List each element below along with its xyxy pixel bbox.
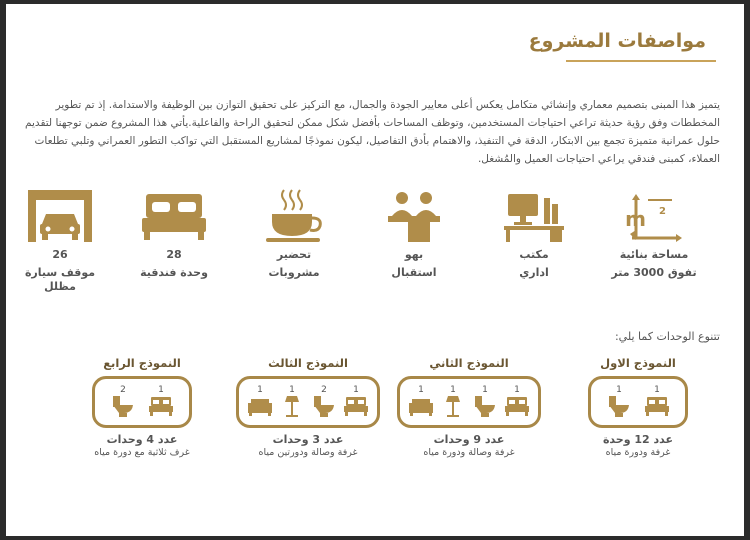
feature-reception-line2: استقبال xyxy=(391,266,437,279)
page-title: مواصفات المشروع xyxy=(528,30,706,52)
units-intro: تتنوع الوحدات كما يلي: xyxy=(614,330,720,343)
model-1-title: النموذج الاول xyxy=(600,356,676,370)
title-block xyxy=(529,30,706,52)
feature-reception xyxy=(366,186,462,280)
model-1-bed: 1 xyxy=(643,385,671,417)
model-3-lamp: 1 xyxy=(278,385,306,417)
model-4-desc: غرف ثلاثية مع دورة مياه xyxy=(94,447,190,458)
model-3-toilet: 2 xyxy=(310,385,338,417)
model-2-lamp: 1 xyxy=(439,385,467,417)
model-3-count: عدد 3 وحدات xyxy=(269,433,348,446)
bed-icon xyxy=(138,186,210,244)
feature-office-line1: مكتب xyxy=(519,248,549,261)
page xyxy=(6,4,744,536)
feature-area-line1: مساحة بنائية xyxy=(619,248,689,261)
feature-drinks xyxy=(246,186,342,280)
bed-icon xyxy=(343,395,369,417)
bed-icon xyxy=(644,395,670,417)
sofa-icon xyxy=(247,395,273,417)
area-m2-icon xyxy=(618,186,690,244)
feature-parking xyxy=(12,186,108,294)
feature-office xyxy=(486,186,582,280)
model-1-count: عدد 12 وحدة xyxy=(599,433,677,446)
model-2 xyxy=(394,356,544,458)
svg-text:m: m xyxy=(625,207,646,231)
model-3-bed: 1 xyxy=(342,385,370,417)
feature-hotel-units-line1: 28 xyxy=(166,248,182,261)
model-2-count: عدد 9 وحدات xyxy=(430,433,509,446)
model-1-desc: غرفة ودورة مياه xyxy=(605,447,671,458)
model-2-title: النموذج الثاني xyxy=(429,356,509,370)
model-3 xyxy=(233,356,383,458)
model-3-sofa: 1 xyxy=(246,385,274,417)
bed-icon xyxy=(148,395,174,417)
feature-hotel-units xyxy=(126,186,222,280)
feature-office-line2: اداري xyxy=(519,266,549,279)
office-desk-icon xyxy=(498,186,570,244)
reception-icon xyxy=(378,186,450,244)
model-1-box xyxy=(588,376,688,428)
feature-area xyxy=(606,186,702,280)
model-4-toilet: 2 xyxy=(109,385,137,417)
model-4-count: عدد 4 وحدات xyxy=(103,433,182,446)
coffee-cup-icon xyxy=(258,186,330,244)
model-2-box xyxy=(397,376,541,428)
bed-icon xyxy=(504,395,530,417)
model-2-sofa: 1 xyxy=(407,385,435,417)
model-1 xyxy=(567,356,709,458)
toilet-icon xyxy=(472,395,498,417)
floor-lamp-icon xyxy=(440,395,466,417)
svg-text:2: 2 xyxy=(659,206,666,217)
project-description: يتميز هذا المبنى بتصميم معماري وإنشائي متكامل يعكس أعلى معايير الجودة والجمال، مع التركيز على تحقيق التوازن بين الوظيفة والاستدامة. إذ تم تطوير المخططات وفق رؤية حديثة تراعي احتياجات المستخدمين، وتوظف المساحات بأفضل شكل ممكن لتحقيق الراحة والفاعلية.يأتي هذا المشروع ضمن توجهنا لتقديم حلول عمرانية متميزة تجمع بين الابتكار، الدقة في التنفيذ، والاهتمام بأدق التفاصيل، ليكون نموذجًا لمشاريع المستقبل التي تواكب التطور العمراني وتلبي تطلعات العملاء، كمبنى فندقي يراعي احتياجات العميل والمُشغل. xyxy=(25,99,720,165)
toilet-icon xyxy=(606,395,632,417)
feature-area-line2: تفوق 3000 متر xyxy=(611,266,697,279)
feature-parking-line1: 26 xyxy=(52,248,68,261)
title-underline xyxy=(566,60,716,62)
model-4 xyxy=(72,356,212,458)
toilet-icon xyxy=(110,395,136,417)
model-4-box xyxy=(92,376,192,428)
toilet-icon xyxy=(311,395,337,417)
garage-car-icon xyxy=(24,186,96,244)
feature-drinks-line2: مشروبات xyxy=(268,266,320,279)
floor-lamp-icon xyxy=(279,395,305,417)
model-2-desc: غرفة وصالة ودورة مياه xyxy=(423,447,515,458)
model-1-toilet: 1 xyxy=(605,385,633,417)
model-4-bed: 1 xyxy=(147,385,175,417)
feature-drinks-line1: تحضير xyxy=(276,248,312,261)
sofa-icon xyxy=(408,395,434,417)
model-4-title: النموذج الرابع xyxy=(103,356,181,370)
model-2-bed: 1 xyxy=(503,385,531,417)
model-3-title: النموذج الثالث xyxy=(268,356,348,370)
model-3-desc: غرفة وصالة ودورتين مياه xyxy=(258,447,358,458)
feature-parking-line2: موقف سيارة مظلل xyxy=(24,266,96,293)
model-2-toilet: 1 xyxy=(471,385,499,417)
feature-reception-line1: بهو xyxy=(404,248,424,261)
feature-hotel-units-line2: وحدة فندقية xyxy=(140,266,208,279)
model-3-box xyxy=(236,376,380,428)
